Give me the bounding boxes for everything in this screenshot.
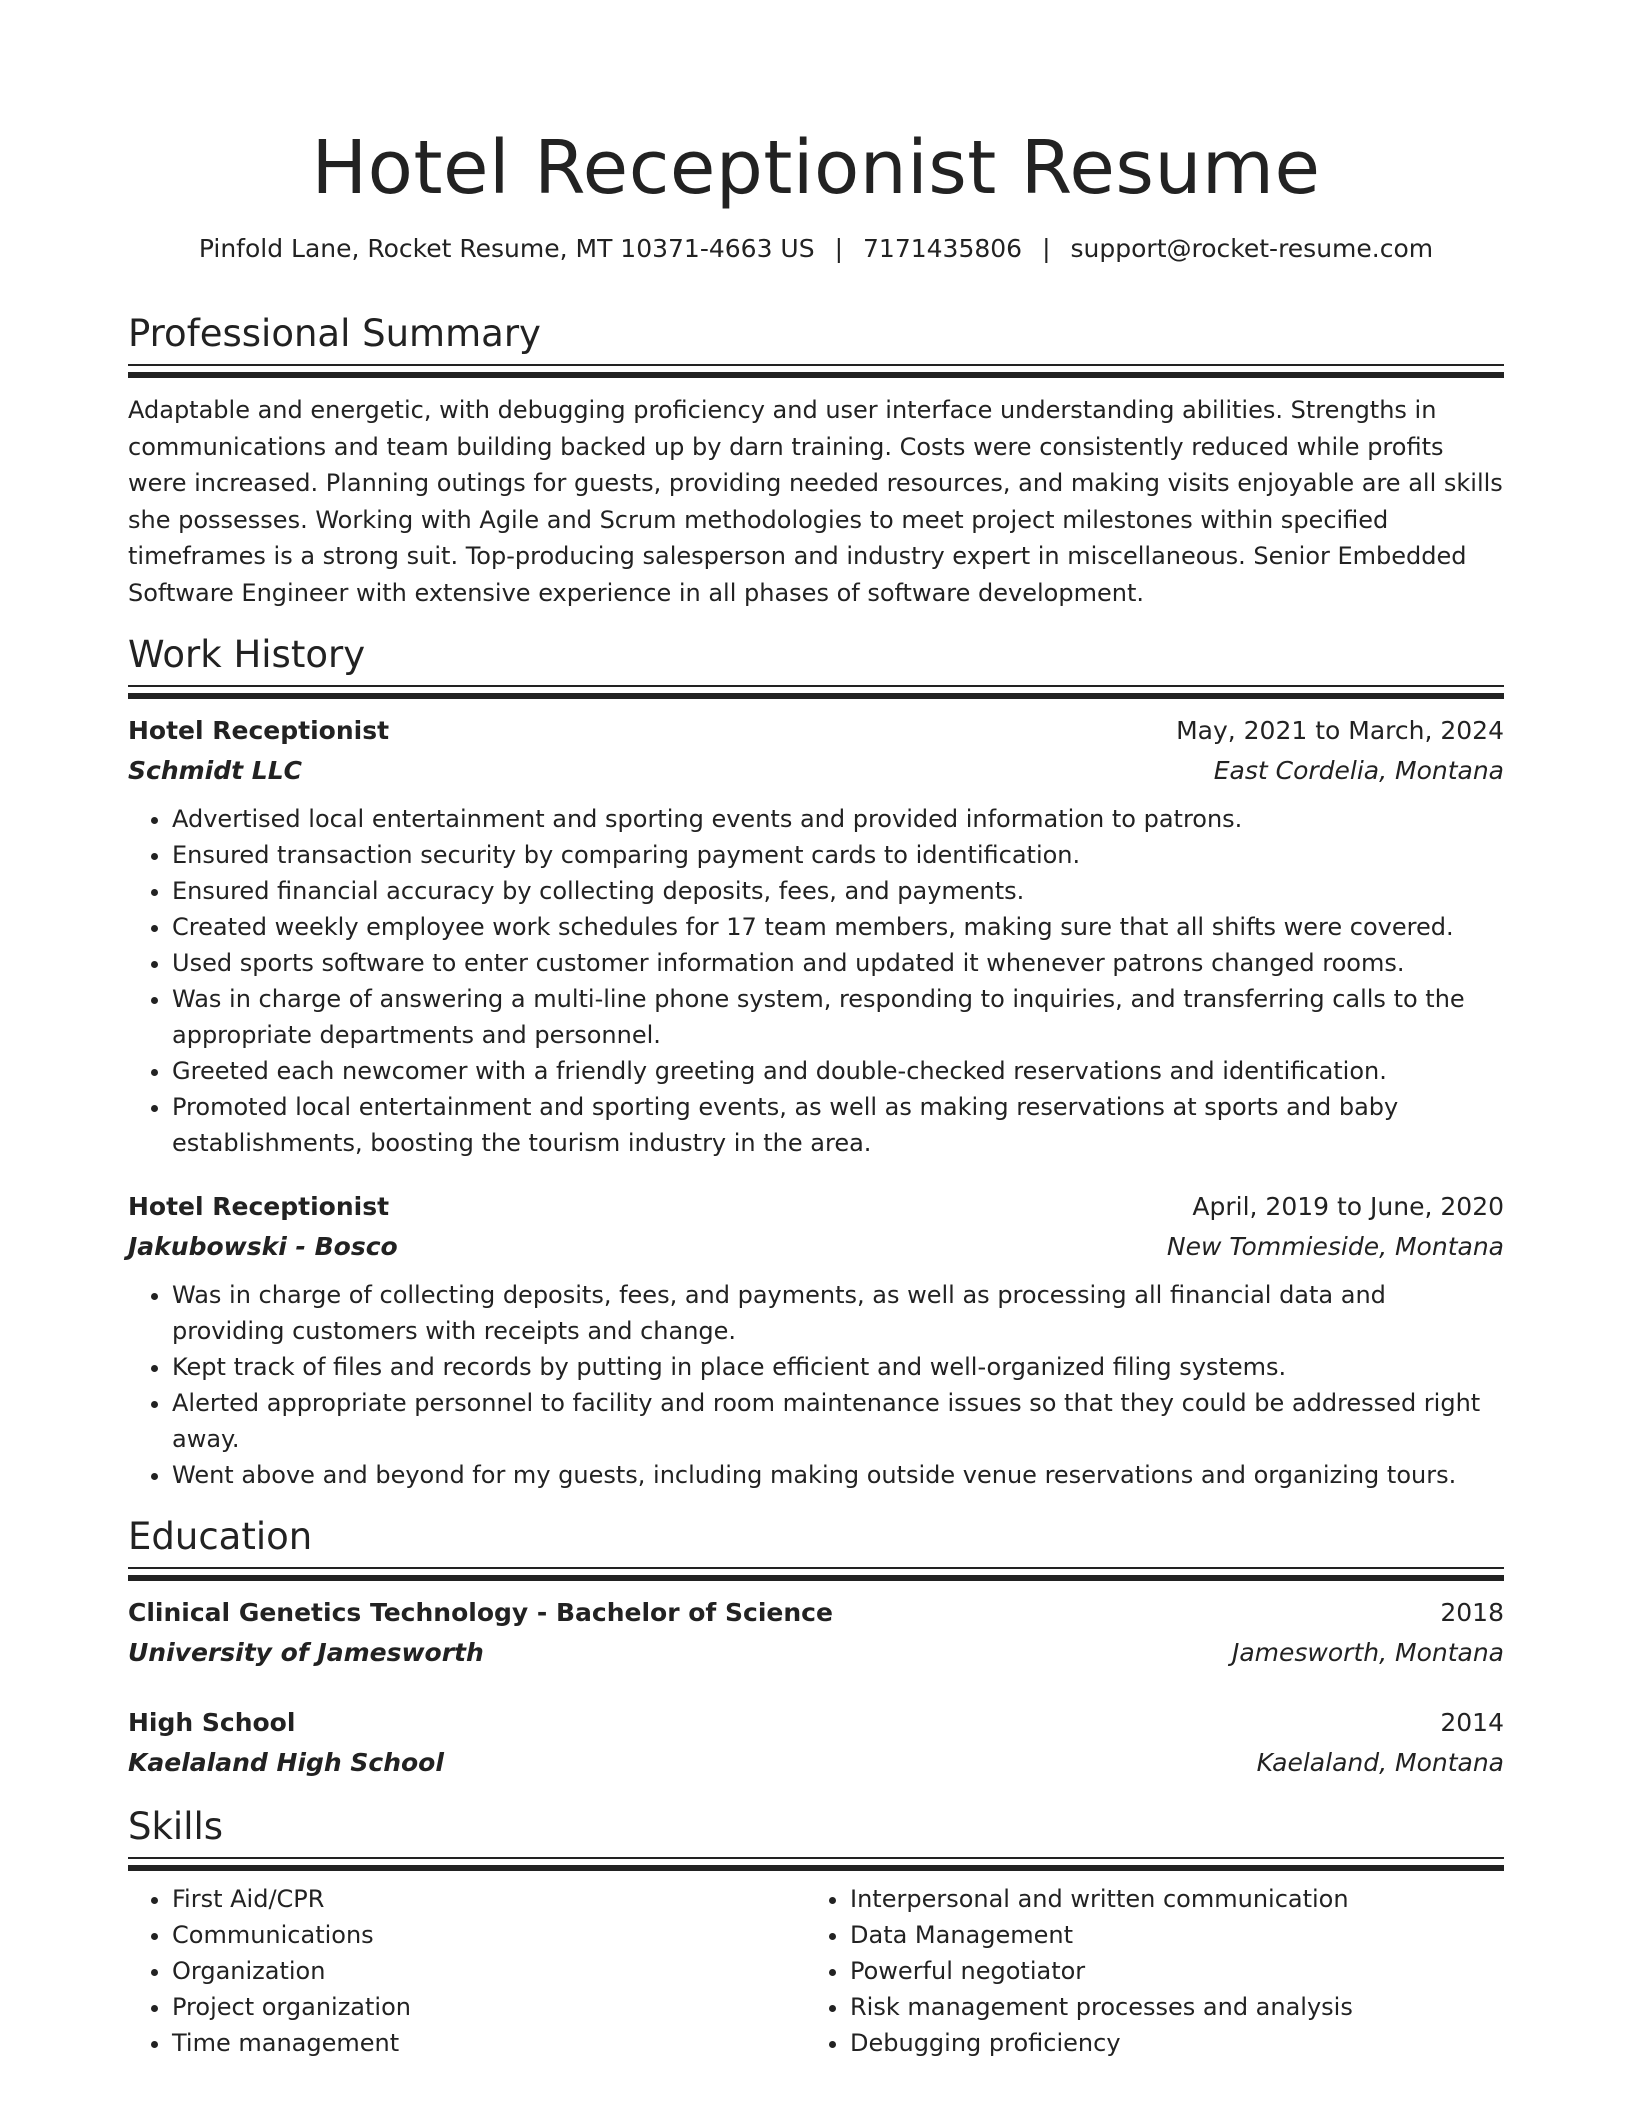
contact-line <box>128 232 1504 266</box>
list-item: • Project organization <box>172 1989 806 2025</box>
job-company-row <box>128 751 1504 791</box>
job-header-row <box>128 711 1504 751</box>
list-item: • Kept track of files and records by putting in place efficient and well-organized filing systems. <box>172 1349 1504 1385</box>
job-bullets <box>128 801 1504 1161</box>
list-item: • Advertised local entertainment and sporting events and provided information to patrons. <box>172 801 1504 837</box>
list-item: • Organization <box>172 1953 806 1989</box>
contact-phone: 7171435806 <box>863 234 1023 263</box>
list-item: • Used sports software to enter customer information and updated it whenever patrons changed rooms. <box>172 945 1504 981</box>
list-item: • Was in charge of collecting deposits, fees, and payments, as well as processing all financial data and providing customers with receipts and change. <box>172 1277 1504 1349</box>
list-item: • Data Management <box>850 1917 1484 1953</box>
education-location: Kaelaland, Montana <box>1256 1748 1504 1777</box>
contact-separator: | <box>834 234 844 263</box>
education-school: University of Jamesworth <box>128 1638 484 1667</box>
job-title: Hotel Receptionist <box>128 716 390 745</box>
job-company: Schmidt LLC <box>128 756 302 785</box>
job-entry <box>128 1187 1504 1493</box>
contact-email: support@rocket-resume.com <box>1070 234 1434 263</box>
education-section <box>128 1513 1504 1783</box>
contact-separator: | <box>1042 234 1051 263</box>
education-entry <box>128 1703 1504 1783</box>
list-item: • Greeted each newcomer with a friendly greeting and double-checked reservations and identification. <box>172 1053 1504 1089</box>
section-divider <box>128 1857 1504 1871</box>
list-item: • Created weekly employee work schedules for 17 team members, making sure that all shifts were covered. <box>172 909 1504 945</box>
summary-text: Adaptable and energetic, with debugging proficiency and user interface understanding abilities. Strengths in communications and team building backed up by darn training. Costs were consistently reduced while profits were increased. Planning outings for guests, providing needed resources, and making visits enjoyable are all skills she possesses. Working with Agile and Scrum methodologies to meet project milestones within specified timeframes is a strong suit. Top-producing salesperson and industry expert in miscellaneous. Senior Embedded Software Engineer with extensive experience in all phases of software development. <box>128 396 1503 607</box>
job-location: East Cordelia, Montana <box>1213 756 1504 785</box>
education-heading: Education <box>128 1515 313 1558</box>
job-title: Hotel Receptionist <box>128 1192 390 1221</box>
skills-list <box>128 1881 806 2061</box>
job-header-row <box>128 1187 1504 1227</box>
list-item: • Interpersonal and written communication <box>850 1881 1484 1917</box>
work-heading: Work History <box>128 633 366 676</box>
section-divider <box>128 364 1504 378</box>
list-item: • Went above and beyond for my guests, including making outside venue reservations and organizing tours. <box>172 1457 1504 1493</box>
skills-grid <box>128 1881 1504 2061</box>
list-item: • Risk management processes and analysis <box>850 1989 1484 2025</box>
resume-page <box>128 0 1504 2061</box>
skills-list <box>806 1881 1484 2061</box>
education-year: 2018 <box>1440 1598 1504 1627</box>
list-item: • Promoted local entertainment and sporting events, as well as making reservations at sports and baby establishments, boosting the tourism industry in the area. <box>172 1089 1504 1161</box>
work-section <box>128 631 1504 1493</box>
list-item: • Ensured transaction security by comparing payment cards to identification. <box>172 837 1504 873</box>
job-company: Jakubowski - Bosco <box>128 1232 398 1261</box>
skills-column-left <box>128 1881 806 2061</box>
skills-section <box>128 1803 1504 2061</box>
section-divider <box>128 685 1504 699</box>
education-school: Kaelaland High School <box>128 1748 444 1777</box>
contact-address: Pinfold Lane, Rocket Resume, MT 10371-4663 US <box>198 234 815 263</box>
list-item: • First Aid/CPR <box>172 1881 806 1917</box>
job-bullets <box>128 1277 1504 1493</box>
job-company-row <box>128 1227 1504 1267</box>
summary-heading: Professional Summary <box>128 312 541 355</box>
education-location: Jamesworth, Montana <box>1231 1638 1504 1667</box>
list-item: • Alerted appropriate personnel to facility and room maintenance issues so that they could be addressed right away. <box>172 1385 1504 1457</box>
summary-section <box>128 310 1504 611</box>
education-header-row <box>128 1593 1504 1633</box>
education-degree: High School <box>128 1708 296 1737</box>
education-year: 2014 <box>1440 1708 1504 1737</box>
job-dates: May, 2021 to March, 2024 <box>1176 716 1504 745</box>
resume-title: Hotel Receptionist Resume <box>311 125 1321 211</box>
education-entry <box>128 1593 1504 1673</box>
list-item: • Ensured financial accuracy by collecting deposits, fees, and payments. <box>172 873 1504 909</box>
skills-heading: Skills <box>128 1805 224 1848</box>
education-header-row <box>128 1703 1504 1743</box>
job-location: New Tommieside, Montana <box>1166 1232 1504 1261</box>
list-item: • Debugging proficiency <box>850 2025 1484 2061</box>
section-divider <box>128 1567 1504 1581</box>
list-item: • Powerful negotiator <box>850 1953 1484 1989</box>
job-dates: April, 2019 to June, 2020 <box>1192 1192 1504 1221</box>
job-entry <box>128 711 1504 1161</box>
education-school-row <box>128 1633 1504 1673</box>
list-item: • Time management <box>172 2025 806 2061</box>
education-degree: Clinical Genetics Technology - Bachelor of Science <box>128 1598 833 1627</box>
skills-column-right <box>806 1881 1484 2061</box>
list-item: • Communications <box>172 1917 806 1953</box>
education-school-row <box>128 1743 1504 1783</box>
list-item: • Was in charge of answering a multi-line phone system, responding to inquiries, and transferring calls to the appropriate departments and personnel. <box>172 981 1504 1053</box>
